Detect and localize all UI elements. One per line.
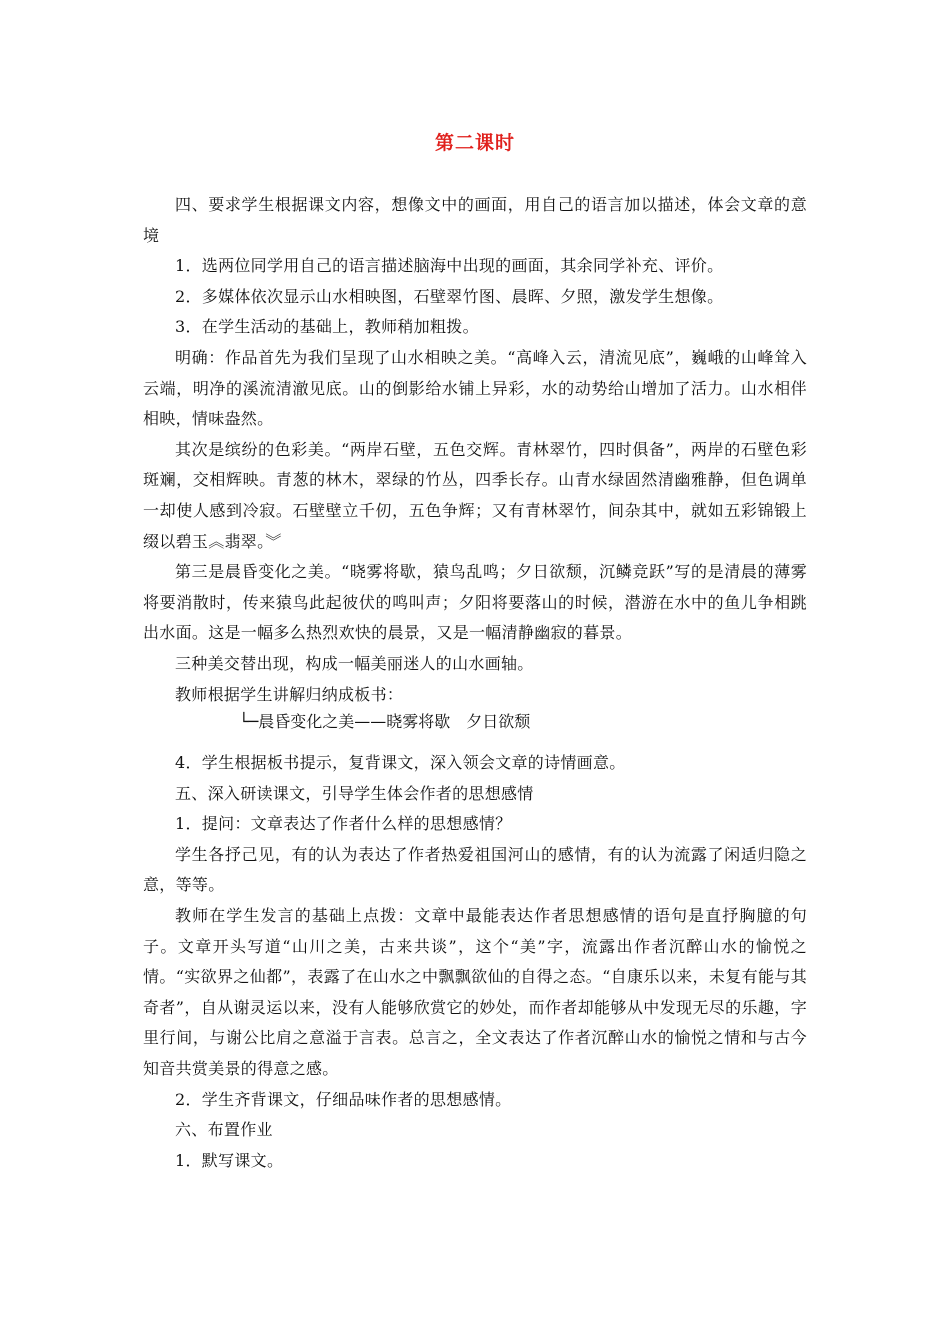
student-views: 学生各抒己见，有的认为表达了作者热爱祖国河山的感情，有的认为流露了闲适归隐之意，等等。 [143,844,807,895]
color-beauty-paragraph: 其次是缤纷的色彩美。“两岸石壁，五色交辉。青林翠竹，四时俱备”，两岸的石壁色彩斑斓，交相辉映。青葱的林木，翠绿的竹丛，四季长存。山青水绿固然清幽雅静，但色调单一却使人感到冷寂。石壁壁立千仞，五色争辉；又有青林翠竹，间杂其中，就如五彩锦锻上缀以碧玉︽翡翠。︾ [143,439,807,551]
summary-paragraph: 三种美交替出现，构成一幅美丽迷人的山水画轴。 [175,653,534,673]
blackboard-writing: └─晨昏变化之美——晓雾将歇 夕日欲颓 [239,712,531,732]
section-five-heading: 五、深入研读课文，引导学生体会作者的思想感情 [175,783,534,803]
page-title: 第二课时 [434,132,515,154]
document-body [143,190,807,1176]
step-one: 1．选两位同学用自己的语言描述脑海中出现的画面，其余同学补充、评价。 [175,256,724,276]
board-intro: 教师根据学生讲解归纳成板书： [175,684,404,704]
question-one: 1．提问：文章表达了作者什么样的思想感情？ [175,814,512,834]
clarification-paragraph: 明确：作品首先为我们呈现了山水相映之美。“高峰入云，清流见底”，巍峨的山峰耸入云端，明净的溪流清澈见底。山的倒影给水铺上异彩，水的动势给山增加了活力。山水相伴相映，情味盎然。 [143,347,807,429]
step-two: 2．多媒体依次显示山水相映图，石壁翠竹图、晨晖、夕照，激发学生想像。 [175,286,724,306]
step-three: 3．在学生活动的基础上，教师稍加粗拨。 [175,317,479,337]
step-four: 4．学生根据板书提示，复背课文，深入领会文章的诗情画意。 [175,753,626,773]
recite-step: 2．学生齐背课文，仔细品味作者的思想感情。 [175,1089,512,1109]
dawn-dusk-paragraph: 第三是晨昏变化之美。“晓雾将歇，猿鸟乱鸣；夕日欲颓，沉鳞竞跃”写的是清晨的薄雾将要消散时，传来猿鸟此起彼伏的鸣叫声；夕阳将要落山的时候，潜游在水中的鱼儿争相跳出水面。这是一幅多么热烈欢快的晨景，又是一幅清静幽寂的暮景。 [143,562,807,643]
homework-one: 1．默写课文。 [175,1150,284,1170]
section-four-heading: 四、要求学生根据课文内容，想像文中的画面，用自己的语言加以描述，体会文章的意境 [143,195,807,245]
section-six-heading: 六、布置作业 [175,1120,273,1140]
teacher-guidance: 教师在学生发言的基础上点拨：文章中最能表达作者思想感情的语句是直抒胸臆的句子。文章开头写道“山川之美，古来共谈”，这个“美”字，流露出作者沉醉山水的愉悦之情。“实欲界之仙都”，表露了在山水之中飘飘欲仙的自得之态。“自康乐以来，未复有能与其奇者”，自从谢灵运以来，没有人能够欣赏它的妙处，而作者却能够从中发现无尽的乐趣，字里行间，与谢公比肩之意溢于言表。总言之，全文表达了作者沉醉山水的愉悦之情和与古今知音共赏美景的得意之感。 [143,906,807,1079]
